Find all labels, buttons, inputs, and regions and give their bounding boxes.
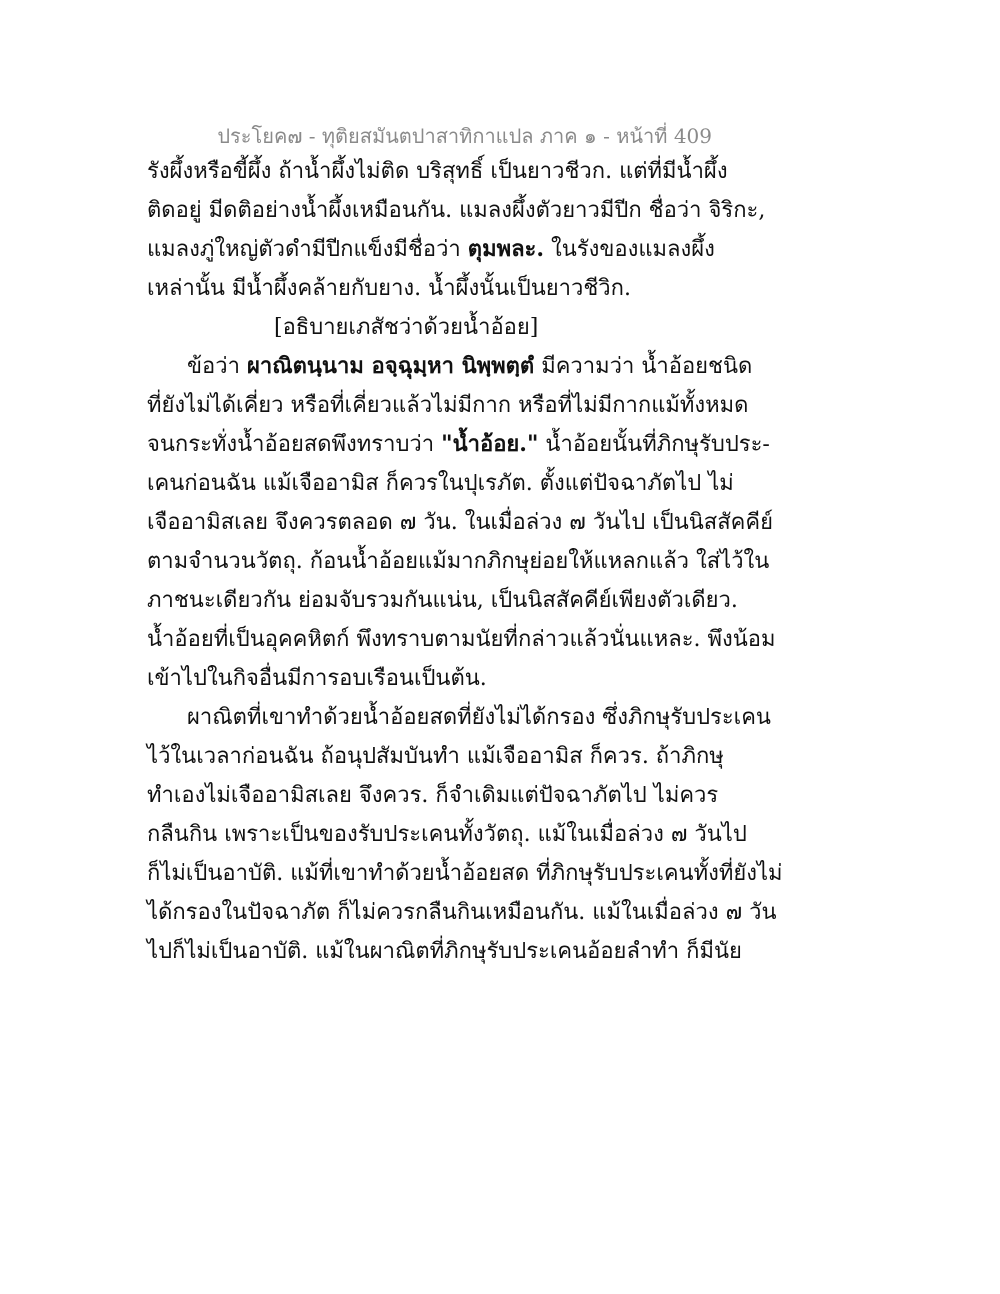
bold-term: ตุมพละ. [467,236,545,262]
text-line: ติดอยู่ มีดติอย่างน้ำผึ้งเหมือนกัน. แมลงผึ้งตัวยาวมีปีก ชื่อว่า จิริกะ, [147,198,766,223]
text-line: ที่ยังไม่ได้เคี่ยว หรือที่เคี่ยวแล้วไม่มีกาก หรือที่ไม่มีกากแม้ทั้งหมด [147,393,749,418]
text-line: ไว้ในเวลาก่อนฉัน ถ้อนุปสัมบันทำ แม้เจืออามิส ก็ควร. ถ้าภิกษุ [147,744,724,769]
text-line: ทำเองไม่เจืออามิสเลย จึงควร. ก็จำเดิมแต่ปัจฉาภัตไป ไม่ควร [147,783,719,808]
text-line: ผาณิตที่เขาทำด้วยน้ำอ้อยสดที่ยังไม่ได้กรอง ซึ่งภิกษุรับประเคน [187,705,771,730]
text-line: เข้าไปในกิจอื่นมีการอบเรือนเป็นต้น. [147,666,487,691]
text-line: เคนก่อนฉัน แม้เจืออามิส ก็ควรในปุเรภัต. ตั้งแต่ปัจฉาภัตไป ไม่ [147,471,734,496]
text-line: ได้กรองในปัจฉาภัต ก็ไม่ควรกลืนกินเหมือนกัน. แม้ในเมื่อล่วง ๗ วัน [147,900,777,925]
text-line: เจืออามิสเลย จึงควรตลอด ๗ วัน. ในเมื่อล่วง ๗ วันไป เป็นนิสสัคคีย์ [147,510,773,535]
text-line: ก็ไม่เป็นอาบัติ. แม้ที่เขาทำด้วยน้ำอ้อยสด ที่ภิกษุรับประเคนทั้งที่ยังไม่ [147,861,783,886]
text-run: น้ำอ้อยนั้นที่ภิกษุรับประ- [538,432,770,457]
text-line: ตามจำนวนวัตถุ. ก้อนน้ำอ้อยแม้มากภิกษุย่อยให้แหลกแล้ว ใส่ไว้ใน [147,549,770,574]
text-line [147,230,717,269]
running-header: ประโยค๗ - ทุติยสมันตปาสาทิกาแปล ภาค ๑ - หน้าที่ 409 [217,124,712,148]
text-line: กลืนกิน เพราะเป็นของรับประเคนทั้งวัตถุ. แม้ในเมื่อล่วง ๗ วันไป [147,822,747,847]
text-run: ข้อว่า [187,354,247,379]
text-line: ภาชนะเดียวกัน ย่อมจับรวมกันแน่น, เป็นนิสสัคคีย์เพียงตัวเดียว. [147,588,738,613]
text-run: ในรังของแมลงผึ้ง [544,237,715,262]
text-line [147,347,753,386]
text-line: เหล่านั้น มีน้ำผึ้งคล้ายกับยาง. น้ำผึ้งนั้นเป็นยาวชีวิก. [147,276,631,301]
text-run: จนกระทั่งน้ำอ้อยสดพึงทราบว่า [147,432,442,457]
text-line: ไปก็ไม่เป็นอาบัติ. แม้ในผาณิตที่ภิกษุรับประเคนอ้อยลำทำ ก็มีนัย [147,939,742,964]
text-run: แมลงภู่ใหญ่ตัวดำมีปีกแข็งมีชื่อว่า [147,237,468,262]
section-heading: [อธิบายเภสัชว่าด้วยน้ำอ้อย] [274,315,539,340]
text-line: รังผึ้งหรือขี้ผึ้ง ถ้าน้ำผึ้งไม่ติด บริสุทธิ์ เป็นยาวชีวก. แต่ที่มีน้ำผึ้ง [147,159,728,184]
text-run: มีความว่า น้ำอ้อยชนิด [534,354,753,379]
text-line: น้ำอ้อยที่เป็นอุคคหิตก์ พึงทราบตามนัยที่กล่าวแล้วนั่นแหละ. พึงน้อม [147,627,776,652]
bold-term: "น้ำอ้อย." [441,431,539,457]
bold-term: ผาณิตนฺนาม อจฺฉุมฺหา นิพฺพตฺตํ [246,353,535,379]
page-body [147,152,783,971]
text-line [147,425,770,464]
